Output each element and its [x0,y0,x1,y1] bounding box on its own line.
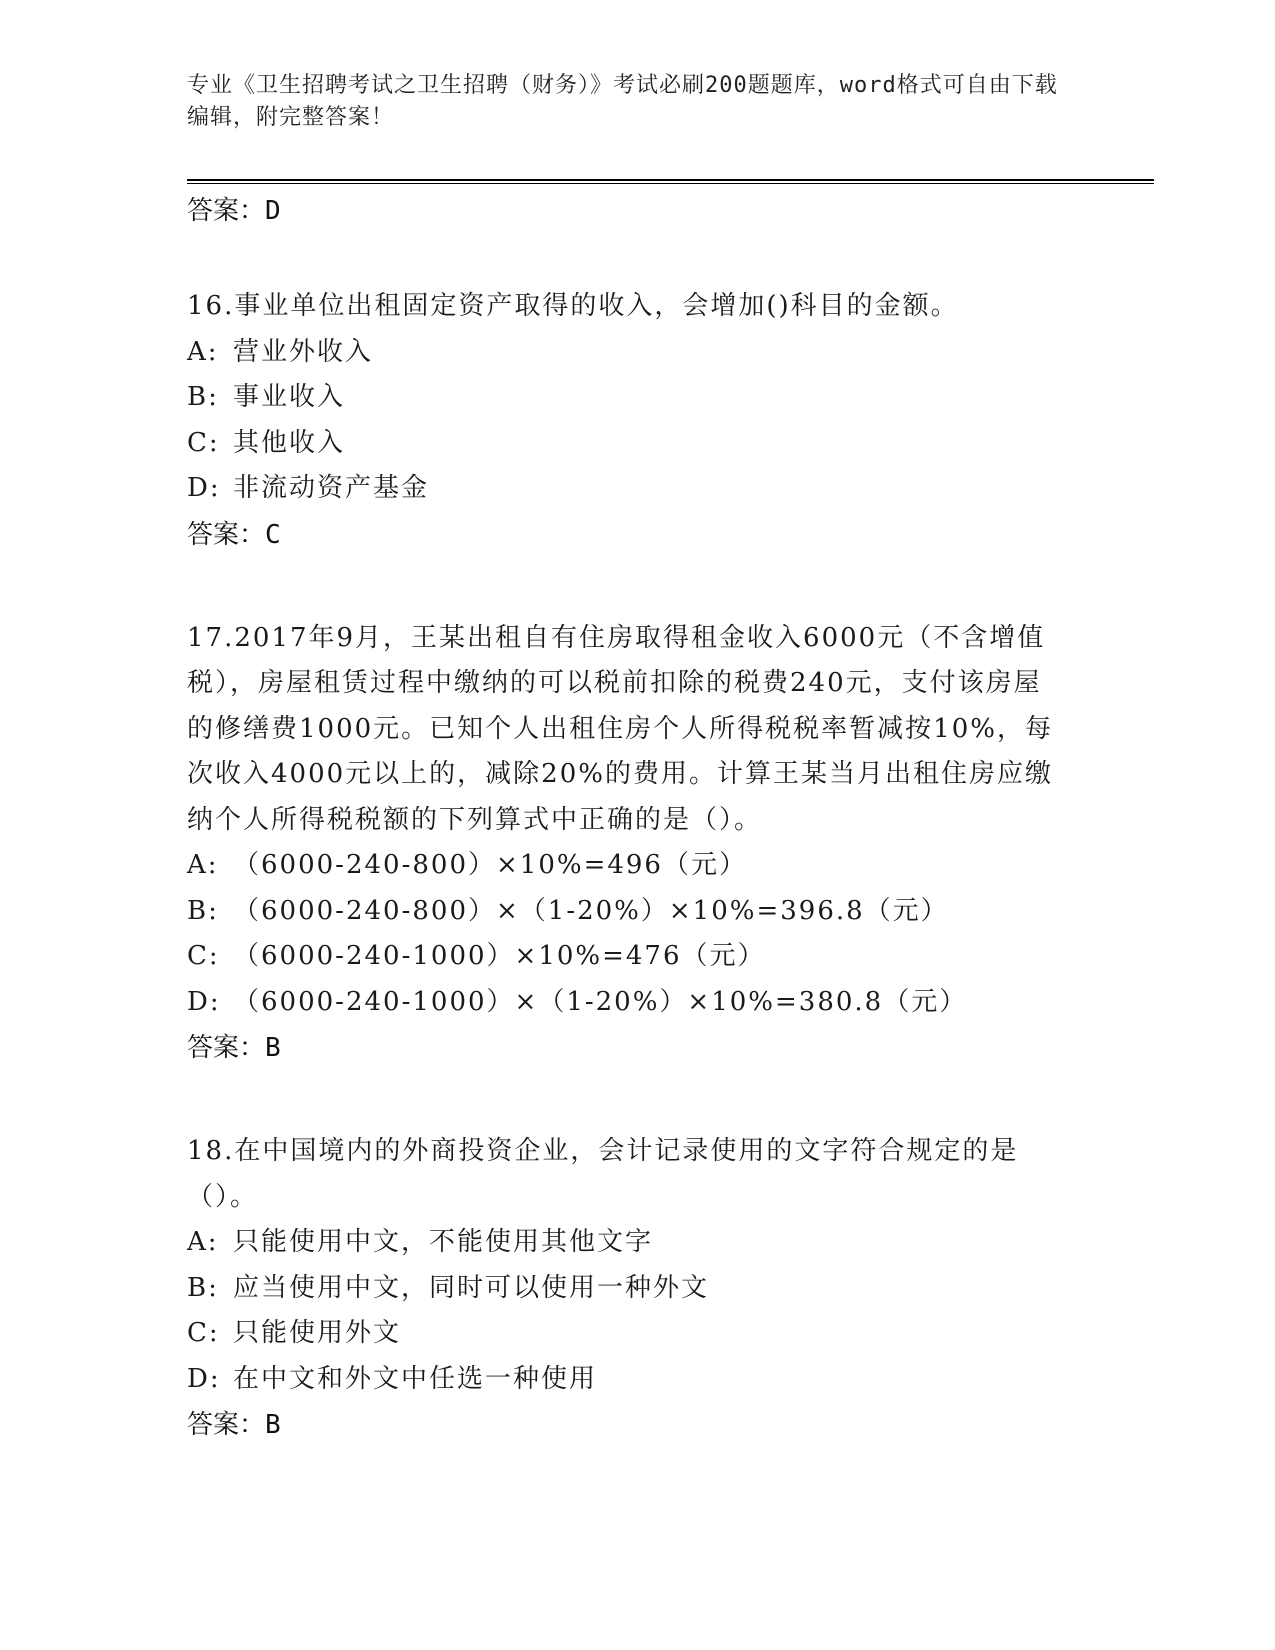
option-letter: A: [187,336,219,367]
option-c [187,934,1067,980]
option-letter: D: [187,986,221,1017]
option-text: 只能使用外文 [233,1318,402,1348]
option-letter: D: [187,1363,221,1394]
document-header: 专业《卫生招聘考试之卫生招聘（财务）》考试必刷200题题库，word格式可自由下载编辑，附完整答案！ [187,73,1058,130]
option-d [187,466,1067,512]
option-b [187,375,1067,421]
option-b [187,1266,1067,1312]
answer-line: 答案：B [187,1033,281,1063]
option-text: （6000-240-800）×10%=496（元） [233,850,747,880]
question-stem: 17.2017年9月，王某出租自有住房取得租金收入6000元（不含增值税），房屋租赁过程中缴纳的可以税前扣除的税费240元，支付该房屋的修缮费1000元。已知个人出租住房个人所得税税率暂减按10%，每次收入4000元以上的，减除20%的费用。计算王某当月出租住房应缴纳个人所得税税额的下列算式中正确的是（）。 [187,622,1053,835]
header-divider [187,179,1154,181]
option-text: 事业收入 [233,382,346,412]
option-a [187,843,1067,889]
option-text: （6000-240-1000）×（1-20%）×10%=380.8（元） [233,986,968,1017]
question-18 [187,1129,1067,1448]
option-b [187,889,1067,935]
answer-line: 答案：C [187,519,281,550]
option-letter: C: [187,941,220,971]
option-text: 只能使用中文，不能使用其他文字 [233,1227,654,1257]
answer-line: 答案：B [187,1410,281,1440]
option-text: 其他收入 [233,427,346,458]
option-text: 非流动资产基金 [233,473,430,503]
option-text: （6000-240-1000）×10%=476（元） [233,941,766,971]
option-c [187,1311,1067,1357]
option-letter: B: [187,1272,219,1303]
question-16 [187,284,1067,558]
option-letter: B: [187,895,219,926]
question-list [187,188,1067,1448]
option-d [187,1357,1067,1403]
option-text: （6000-240-800）×（1-20%）×10%=396.8（元） [233,895,949,926]
option-text: 营业外收入 [233,336,374,367]
option-text: 在中文和外文中任选一种使用 [233,1363,598,1394]
option-letter: A: [187,1227,219,1257]
option-text: 应当使用中文，同时可以使用一种外文 [233,1272,710,1303]
option-a [187,1220,1067,1266]
answer-line: 答案：D [187,196,281,226]
question-stem: 18.在中国境内的外商投资企业，会计记录使用的文字符合规定的是（）。 [187,1136,1019,1212]
option-letter: C: [187,427,220,458]
option-letter: A: [187,850,219,880]
option-letter: B: [187,382,219,412]
option-letter: D: [187,473,221,503]
option-d [187,980,1067,1026]
option-c [187,421,1067,467]
header-divider-thin [187,183,1154,184]
question-17 [187,616,1067,1072]
option-a [187,330,1067,376]
question-stem: 16.事业单位出租固定资产取得的收入，会增加()科目的金额。 [187,291,959,321]
option-letter: C: [187,1318,220,1348]
